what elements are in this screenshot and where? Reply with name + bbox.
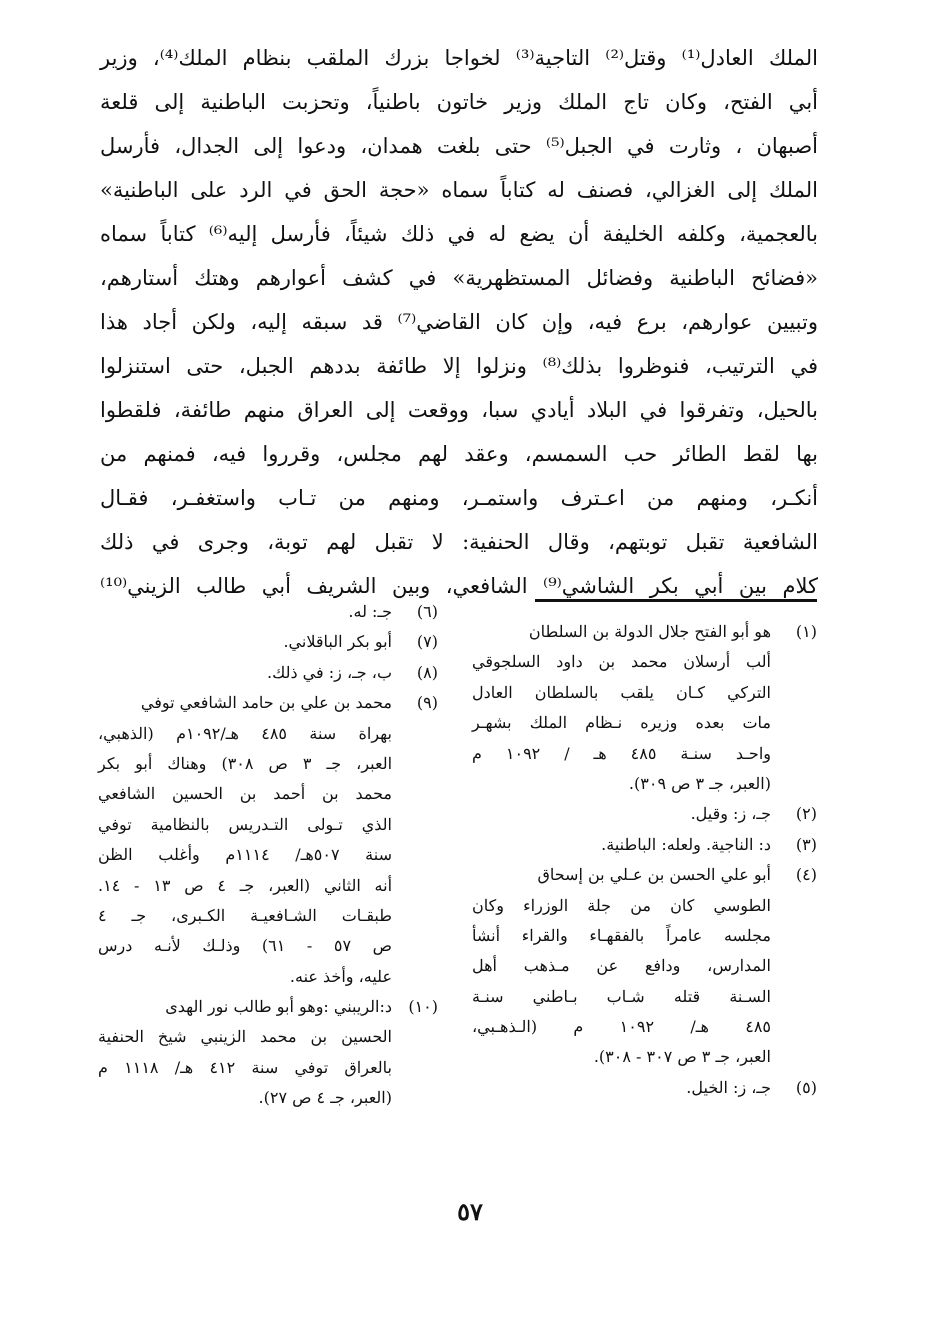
footnote-text: محمد بن علي بن حامد الشافعي توفي	[140, 693, 392, 713]
footnote-text-line: واحـد سنـة ٤٨٥ هـ / ١٠٩٢ م	[472, 743, 771, 763]
page-number: ٥٧	[457, 1197, 483, 1226]
footnote-first-line	[98, 688, 438, 718]
body-line: أصبهان ، وثارت في الجبل⁽⁵⁾ حتى بلغت همدان، ودعوا إلى الجدال، فأرسل	[100, 134, 818, 158]
footnotes-left-column	[98, 597, 438, 1114]
body-line: بالعجمية، وكلفه الخليفة أن يضع له في ذلك شيئاً، فأرسل إليه⁽⁶⁾ كتاباً سماه	[100, 222, 818, 246]
footnote	[98, 597, 438, 627]
footnote-first-line	[472, 830, 817, 860]
footnote	[472, 799, 817, 829]
body-line: في الترتيب، فنوظروا بذلك⁽⁸⁾ ونزلوا إلا طائفة بددهم الجبل، حتى استنزلوا	[100, 354, 818, 378]
footnote-first-line	[98, 658, 438, 688]
footnote	[472, 1073, 817, 1103]
body-line: وتبيين عوارهم، برع فيه، وإن كان القاضي⁽⁷⁾ قد سبقه إليه، ولكن أجاد هذا	[100, 310, 818, 334]
body-line: بالحيل، وتفرقوا في البلاد أيادي سبا، ووقعت إلى العراق منهم طائفة، فلقطوا	[100, 398, 818, 422]
footnote-text-line: سنة ٥٠٧هـ/ ١١١٤م وأغلب الظن	[98, 845, 392, 865]
footnote-text-line: المدارس، ودافع عن مـذهب أهل	[472, 956, 771, 976]
footnote-number: (١٠)	[408, 997, 438, 1017]
body-line: أبي الفتح، وكان تاج الملك وزير خاتون باطنياً، وتحزبت الباطنية إلى قلعة	[100, 90, 818, 114]
body-line: الملك العادل⁽¹⁾ وقتل⁽²⁾ التاجية⁽³⁾ لخواجا بزرك الملقب بنظام الملك⁽⁴⁾، وزير	[100, 46, 818, 70]
footnote-text-line: الحسين بن محمد الزينبي شيخ الحنفية	[98, 1027, 392, 1047]
footnote	[98, 658, 438, 688]
footnote-number: (٤)	[795, 865, 817, 885]
footnote-number: (٨)	[416, 662, 438, 682]
footnote-first-line	[472, 799, 817, 829]
body-line: الملك إلى الغزالي، فصنف له كتاباً سماه «حجة الحق في الرد على الباطنية»	[100, 178, 818, 202]
footnote-text-line: العبر، جـ ٣ ص ٣٠٧ - ٣٠٨).	[593, 1047, 771, 1067]
main-text	[100, 36, 818, 608]
footnote-number: (٦)	[416, 602, 438, 621]
footnote-text: ب، جـ، ز: في ذلك.	[267, 662, 392, 682]
footnote	[472, 617, 817, 799]
footnote-first-line	[472, 1073, 817, 1103]
footnote	[98, 992, 438, 1114]
footnote-text: جـ: له.	[348, 602, 392, 621]
footnote-text-line: مجلسه عامراً بالفقهـاء والقراء أنشأ	[472, 925, 771, 945]
footnote-text-line: بالعراق توفي سنة ٤١٢ هـ/ ١١١٨ م	[98, 1057, 392, 1077]
footnote	[472, 860, 817, 1073]
footnote-number: (٩)	[416, 693, 438, 713]
footnote-first-line	[98, 992, 438, 1022]
footnote-first-line	[98, 627, 438, 657]
footnote-number: (٧)	[416, 632, 438, 652]
footnote-text-line: (العبر، جـ ٤ ص ٢٧).	[258, 1088, 392, 1108]
footnote-text-line: ٤٨٥ هـ/ ١٠٩٢ م (الـذهـبي،	[472, 1017, 771, 1037]
footnote-text-line: أنه الثاني (العبر، جـ ٤ ص ١٣ - ١٤.	[98, 875, 393, 895]
footnote-number: (١)	[795, 622, 817, 641]
footnote	[472, 830, 817, 860]
footnote-text-line: العبر، جـ ٣ ص ٣٠٨) وهناك أبو بكر	[98, 753, 393, 773]
footnote-text-line: طبقـات الشـافعيـة الكـبرى، جـ ٤	[98, 905, 392, 925]
footnote-text-line: الذي تـولى التـدريس بالنظامية توفي	[98, 814, 392, 834]
footnote-text-line: مات بعده وزيره نـظام الملك بشهـر	[472, 713, 771, 733]
footnote-separator	[535, 599, 817, 602]
footnotes-right-column	[472, 617, 817, 1103]
footnote-text: جـ، ز: وقيل.	[690, 804, 771, 824]
footnote-number: (٥)	[795, 1077, 817, 1097]
footnote-text-line: الطوسي كان من جلة الوزراء وكان	[472, 895, 771, 915]
body-line: كلام بين أبي بكر الشاشي⁽⁹⁾ الشافعي، وبين الشريف أبي طالب الزيني⁽¹⁰⁾	[100, 574, 819, 598]
footnote	[98, 627, 438, 657]
footnote-text-line: التركي كـان يلقب بالسلطان العادل	[472, 682, 771, 702]
footnote-text-line: محمد بن أحمد بن الحسين الشافعي	[98, 784, 392, 804]
footnote-text-line: ص ٥٧ - ٦١) وذلـك لأنـه درس	[98, 936, 393, 956]
footnote-number: (٣)	[795, 834, 817, 854]
body-line: الشافعية تقبل توبتهم، وقال الحنفية: لا تقبل لهم توبة، وجرى في ذلك	[100, 530, 818, 554]
footnote	[98, 688, 438, 992]
footnote-text: د:الريبني :وهو أبو طالب نور الهدى	[165, 997, 392, 1017]
footnote-text-line: بهراة سنة ٤٨٥ هـ/١٠٩٢م (الذهبي،	[98, 723, 393, 743]
footnote-first-line	[98, 597, 438, 627]
footnote-text: هو أبو الفتح جلال الدولة بن السلطان	[528, 622, 771, 641]
footnote-first-line	[472, 617, 817, 647]
footnote-text: أبو علي الحسن بن عـلي بن إسحاق	[537, 865, 771, 885]
footnote-text-line: ألب أرسلان محمد بن داود السلجوقي	[472, 652, 771, 672]
body-line: «فضائح الباطنية وفضائل المستظهرية» في كشف أعوارهم وهتك أستارهم،	[100, 266, 818, 290]
footnote-text-line: (العبر، جـ ٣ ص ٣٠٩).	[628, 773, 771, 793]
footnote-text: د: الناجية. ولعله: الباطنية.	[601, 834, 771, 854]
footnote-text: جـ، ز: الخيل.	[686, 1077, 771, 1097]
footnote-first-line	[472, 860, 817, 890]
body-line: أنكـر، ومنهم من اعـترف واستمـر، ومنهم من تـاب واستغفـر، فقـال	[100, 486, 818, 510]
footnote-text-line: السـنة قتله شـاب بـاطني سنـة	[472, 986, 771, 1006]
footnote-number: (٢)	[795, 804, 817, 824]
footnote-text-line: عليه، وأخذ عنه.	[289, 966, 392, 986]
body-line: بها لقط الطائر حب السمسم، وعقد لهم مجلس، وقرروا فيه، فمنهم من	[100, 442, 818, 466]
footnote-text: أبو بكر الباقلاني.	[283, 632, 392, 652]
